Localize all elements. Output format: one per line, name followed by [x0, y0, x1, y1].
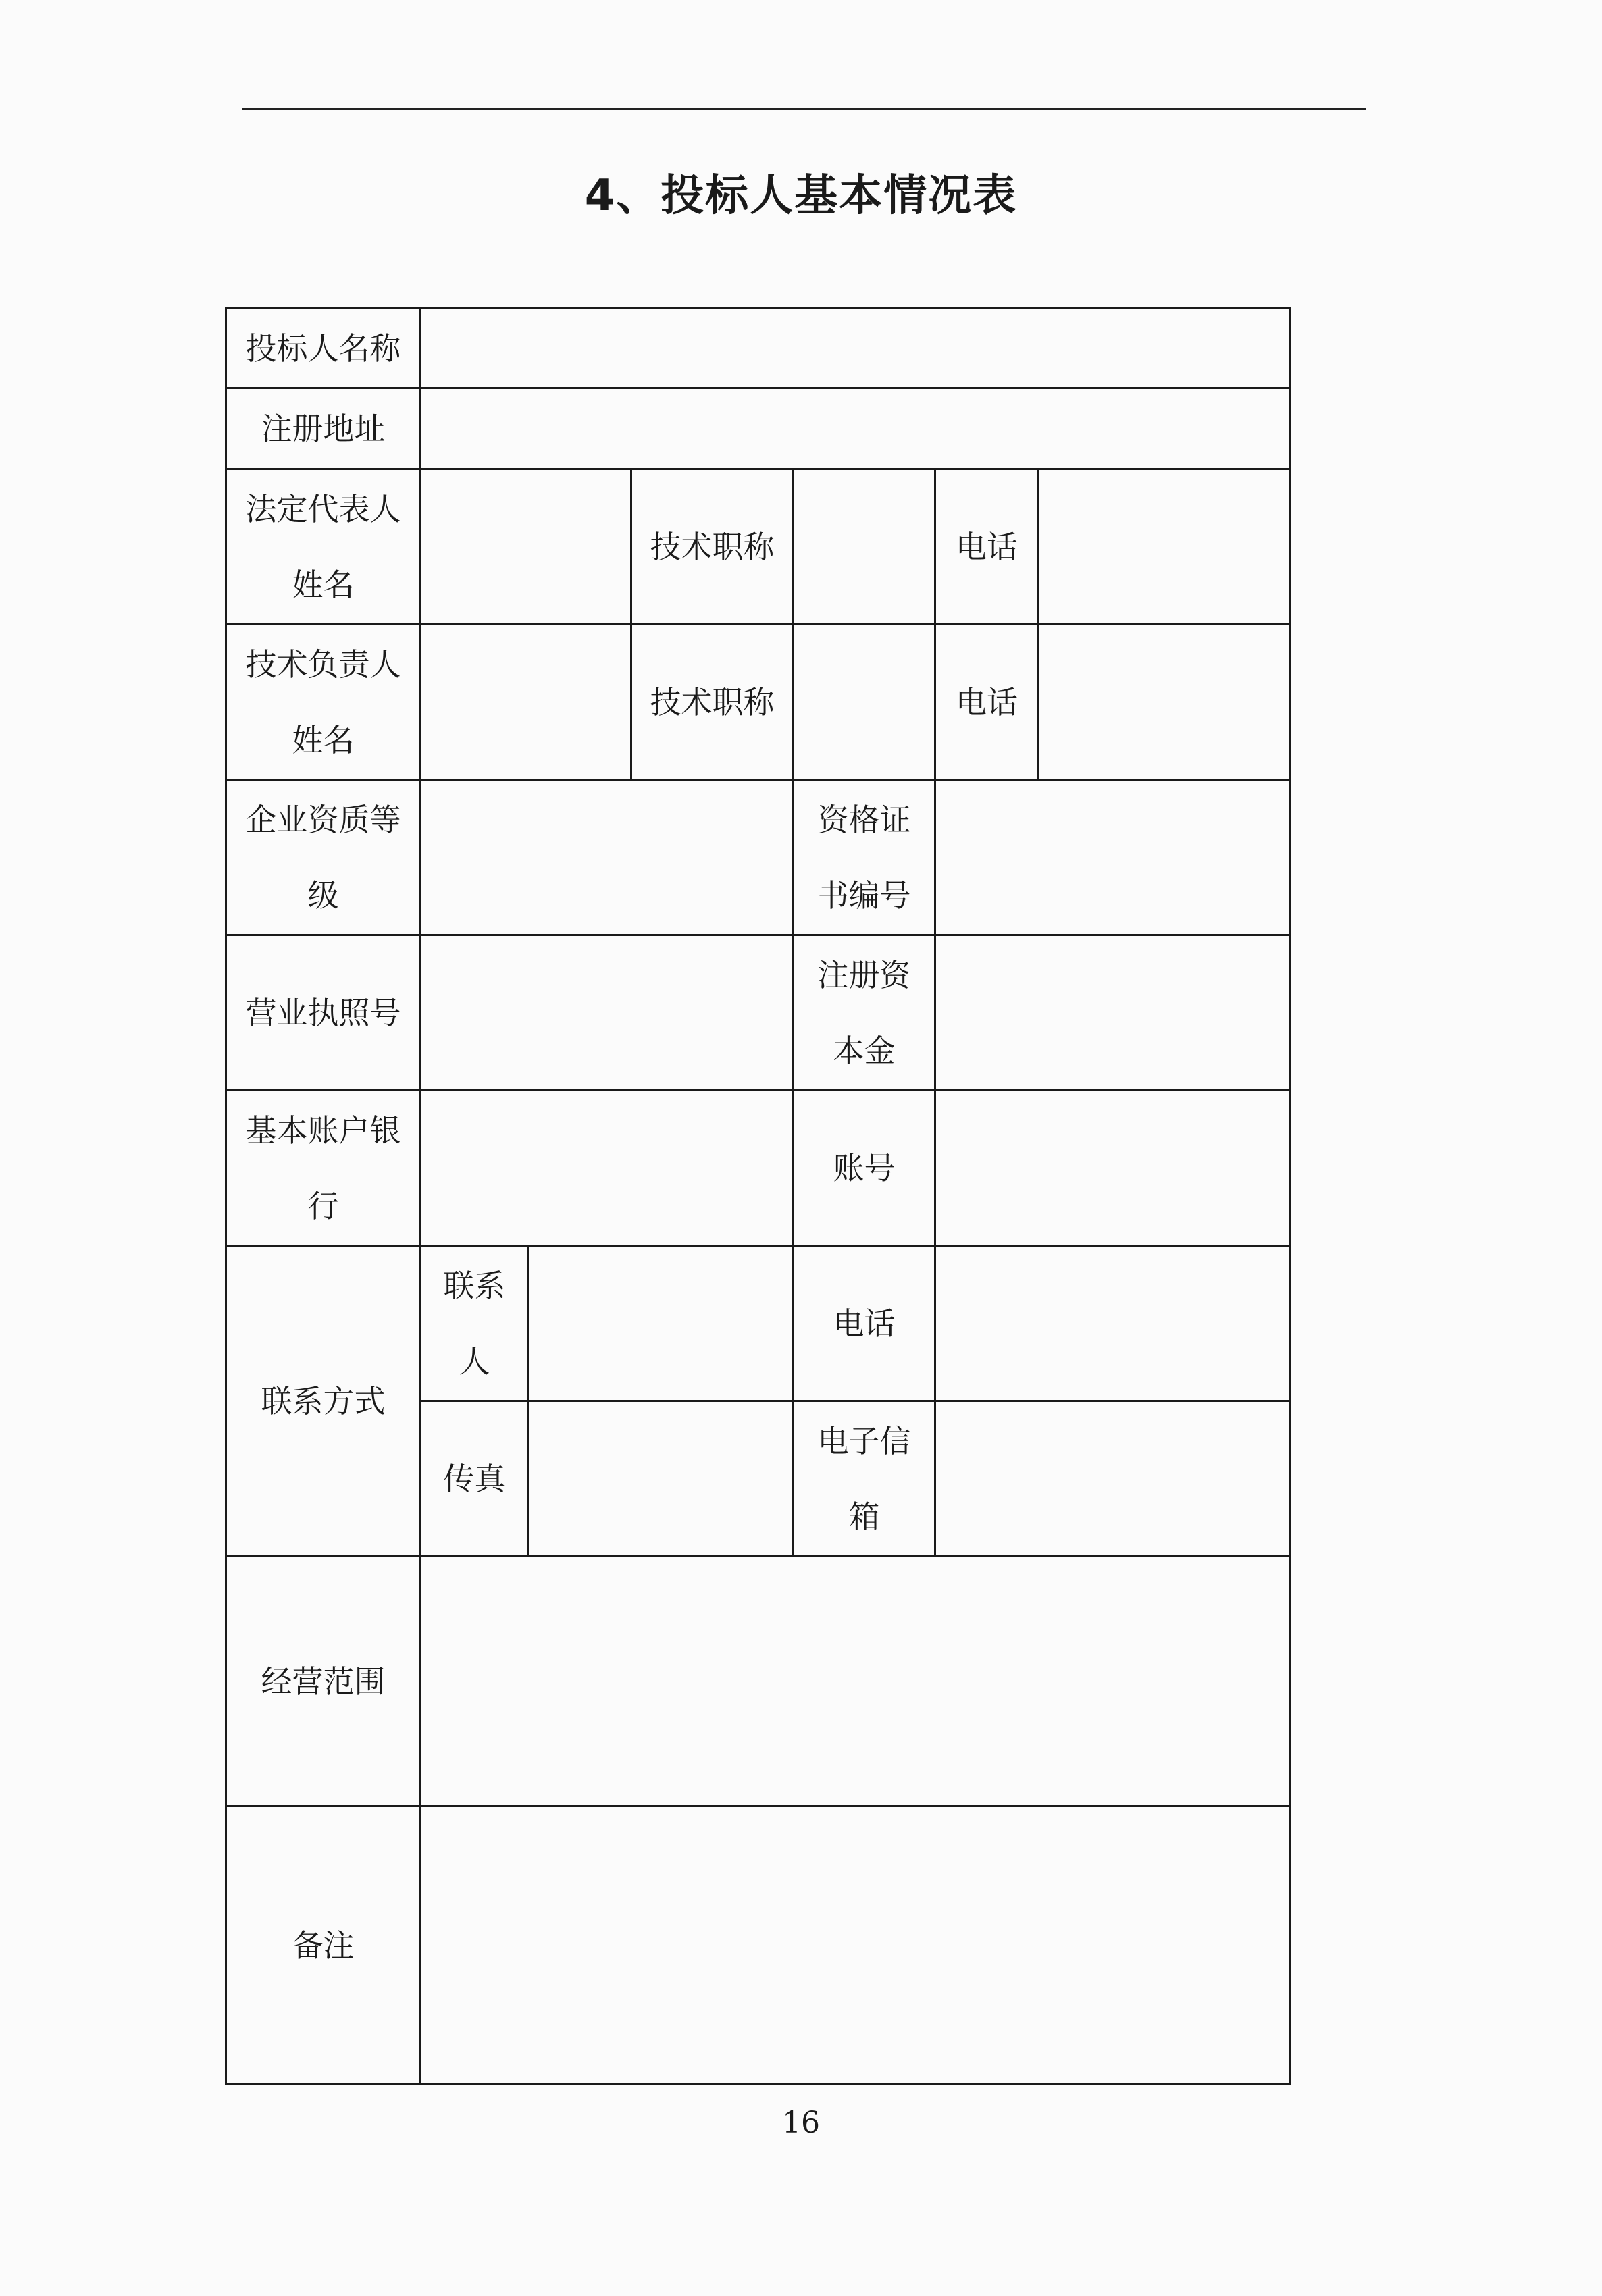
legal-rep-title-field[interactable] [794, 469, 935, 625]
bidder-info-table [225, 307, 1291, 2085]
business-license-label: 营业执照号 [226, 935, 421, 1091]
legal-rep-title-label: 技术职称 [631, 469, 794, 625]
account-label: 账号 [794, 1091, 935, 1246]
certificate-number-field[interactable] [935, 780, 1291, 935]
page-number: 16 [782, 2106, 820, 2140]
page-title: 4、投标人基本情况表 [584, 171, 1018, 221]
tech-lead-name-label: 技术负责人姓名 [226, 625, 421, 780]
tech-lead-phone-label: 电话 [935, 625, 1039, 780]
bidder-name-field[interactable] [421, 309, 1291, 388]
tech-lead-title-field[interactable] [794, 625, 935, 780]
contact-person-field[interactable] [529, 1246, 794, 1401]
legal-rep-phone-field[interactable] [1039, 469, 1291, 625]
header-rule [242, 108, 1366, 110]
contact-method-label: 联系方式 [226, 1246, 421, 1557]
legal-rep-phone-label: 电话 [935, 469, 1039, 625]
tech-lead-title-label: 技术职称 [631, 625, 794, 780]
fax-field[interactable] [529, 1401, 794, 1557]
contact-person-label: 联系人 [421, 1246, 529, 1401]
business-scope-label: 经营范围 [226, 1557, 421, 1806]
contact-phone-field[interactable] [935, 1246, 1291, 1401]
registered-capital-label: 注册资本金 [794, 935, 935, 1091]
legal-rep-name-field[interactable] [421, 469, 631, 625]
registered-address-field[interactable] [421, 388, 1291, 469]
account-field[interactable] [935, 1091, 1291, 1246]
bidder-name-label: 投标人名称 [226, 309, 421, 388]
qualification-level-label: 企业资质等级 [226, 780, 421, 935]
email-label: 电子信箱 [794, 1401, 935, 1557]
bank-field[interactable] [421, 1091, 794, 1246]
fax-label: 传真 [421, 1401, 529, 1557]
registered-address-label: 注册地址 [226, 388, 421, 469]
tech-lead-name-field[interactable] [421, 625, 631, 780]
qualification-level-field[interactable] [421, 780, 794, 935]
remarks-label: 备注 [226, 1806, 421, 2085]
certificate-number-label: 资格证书编号 [794, 780, 935, 935]
legal-rep-name-label: 法定代表人姓名 [226, 469, 421, 625]
email-field[interactable] [935, 1401, 1291, 1557]
contact-phone-label: 电话 [794, 1246, 935, 1401]
remarks-field[interactable] [421, 1806, 1291, 2085]
bank-label: 基本账户银行 [226, 1091, 421, 1246]
registered-capital-field[interactable] [935, 935, 1291, 1091]
tech-lead-phone-field[interactable] [1039, 625, 1291, 780]
business-license-field[interactable] [421, 935, 794, 1091]
business-scope-field[interactable] [421, 1557, 1291, 1806]
